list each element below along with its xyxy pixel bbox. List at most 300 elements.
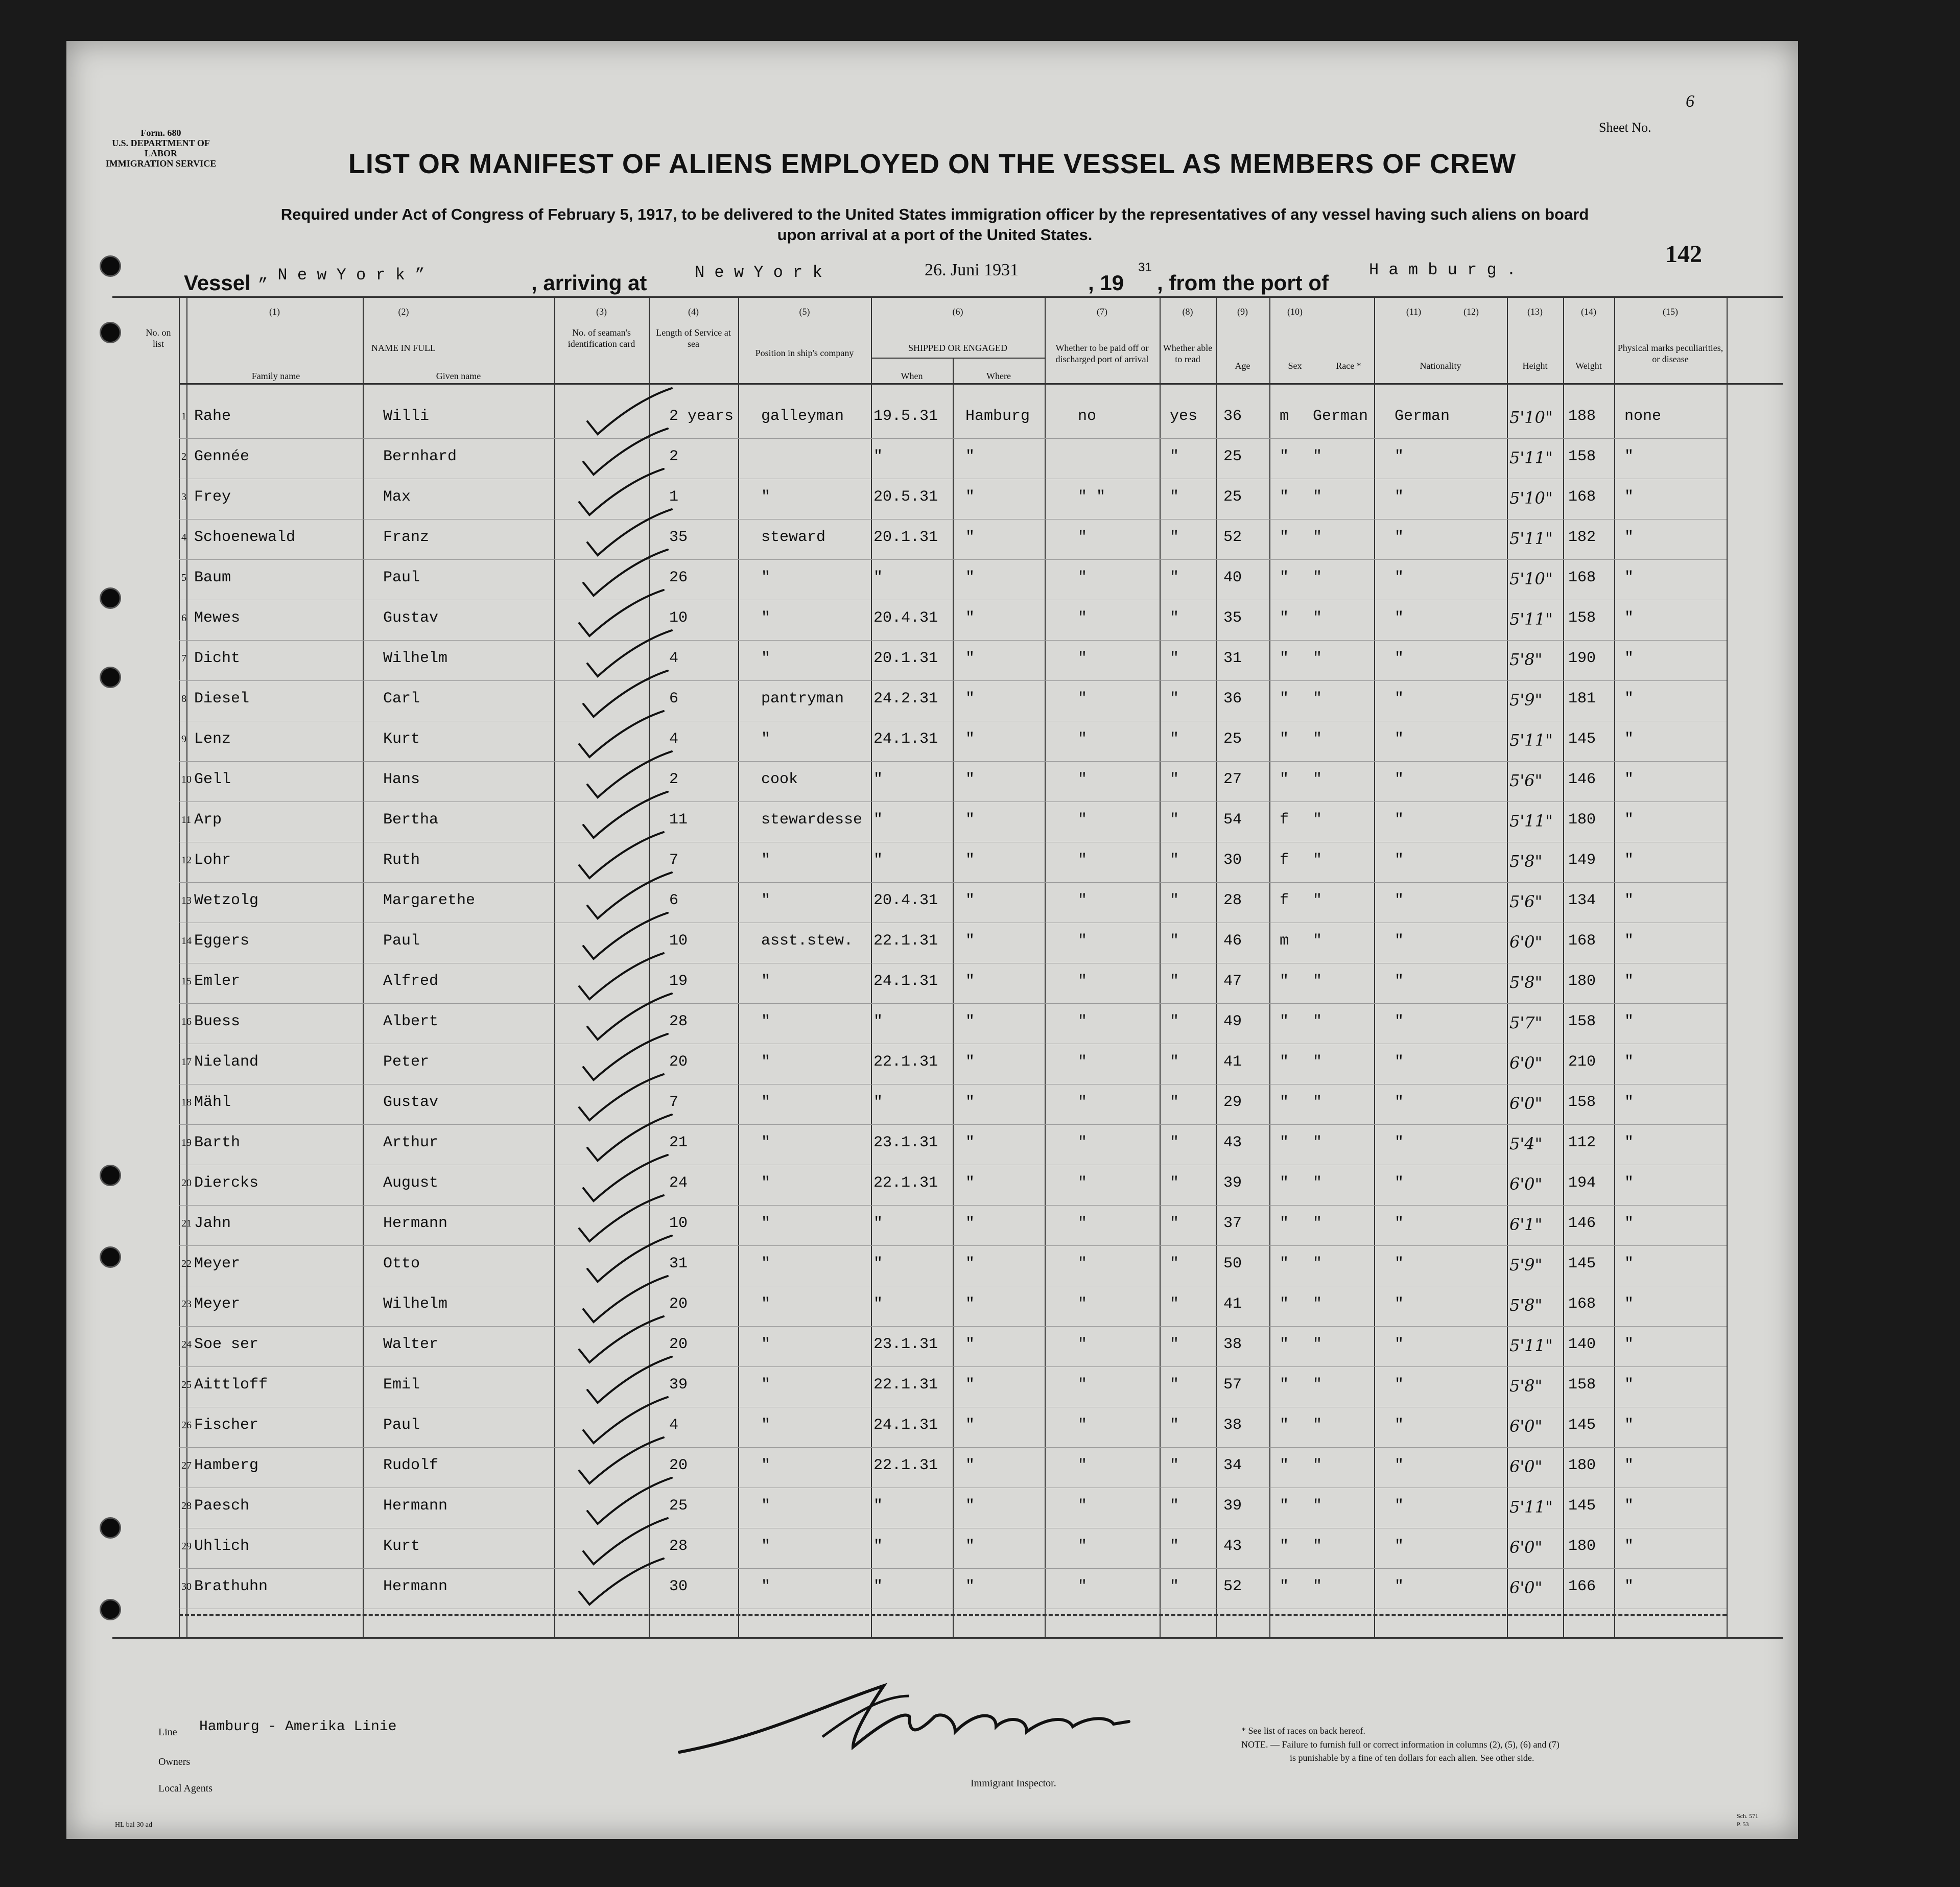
col-num-4: (4)	[688, 306, 699, 317]
table-row	[66, 1286, 1798, 1326]
cell-weight: 145	[1568, 1497, 1596, 1515]
cell-when: "	[873, 1295, 883, 1313]
cell-height: 5'10"	[1509, 408, 1553, 427]
cell-no: 22	[181, 1258, 192, 1269]
cell-age: 25	[1223, 730, 1242, 748]
cell-paid: "	[1078, 1538, 1088, 1555]
department-name: U.S. DEPARTMENT OF LABOR	[112, 138, 210, 158]
cell-sex: "	[1280, 1295, 1289, 1313]
cell-given: Walter	[383, 1336, 439, 1353]
manifest-sheet	[66, 41, 1798, 1839]
subheader-given-name: Given name	[436, 371, 481, 381]
checkmark-icon	[574, 1556, 671, 1612]
cell-sex: f	[1280, 811, 1289, 829]
col-num-14: (14)	[1581, 306, 1596, 317]
cell-position: "	[761, 1134, 771, 1151]
cell-where: "	[965, 1295, 975, 1313]
cell-given: Gustav	[383, 609, 439, 627]
cell-paid: "	[1078, 1134, 1088, 1151]
cell-nat: "	[1395, 448, 1404, 465]
line-value: Hamburg - Amerika Linie	[199, 1719, 397, 1735]
cell-marks: "	[1624, 488, 1634, 506]
cell-height: 5'11"	[1509, 448, 1553, 467]
stamp-number: 142	[1665, 241, 1702, 268]
cell-weight: 166	[1568, 1578, 1596, 1595]
cell-service: 21	[669, 1134, 688, 1151]
cell-nat: "	[1395, 1215, 1404, 1232]
cell-family: Wetzolg	[194, 892, 259, 909]
cell-read: "	[1170, 1215, 1179, 1232]
cell-where: "	[965, 529, 975, 546]
header-physical-marks: Physical marks peculiarities, or disease	[1617, 343, 1723, 364]
table-row	[66, 398, 1798, 438]
header-sex: Sex	[1288, 361, 1302, 371]
cell-height: 5'11"	[1509, 811, 1553, 831]
cell-position: "	[761, 569, 771, 586]
table-row	[66, 520, 1798, 559]
cell-position: "	[761, 1295, 771, 1313]
cell-no: 16	[181, 1016, 192, 1027]
cell-race: "	[1313, 609, 1323, 627]
cell-family: Soe ser	[194, 1336, 259, 1353]
cell-read: "	[1170, 609, 1179, 627]
cell-race: "	[1313, 852, 1323, 869]
cell-read: "	[1170, 690, 1179, 707]
cell-weight: 180	[1568, 811, 1596, 829]
cell-family: Schoenewald	[194, 529, 296, 546]
cell-sex: "	[1280, 1417, 1289, 1434]
year-label: , 19	[1088, 271, 1124, 295]
cell-nat: "	[1395, 1295, 1404, 1313]
cell-sex: "	[1280, 1215, 1289, 1232]
note-text-2: is punishable by a fine of ten dollars for each alien. See other side.	[1290, 1753, 1534, 1763]
cell-age: 41	[1223, 1295, 1242, 1313]
cell-age: 57	[1223, 1376, 1242, 1394]
cell-race: "	[1313, 1215, 1323, 1232]
cell-paid: "	[1078, 569, 1088, 586]
cell-marks: "	[1624, 650, 1634, 667]
cell-given: Peter	[383, 1053, 430, 1071]
cell-family: Arp	[194, 811, 222, 829]
col-num-7: (7)	[1097, 306, 1107, 317]
cell-when: "	[873, 1013, 883, 1030]
col-num-1: (1)	[269, 306, 280, 317]
cell-paid: "	[1078, 1457, 1088, 1474]
cell-read: "	[1170, 448, 1179, 465]
cell-given: Wilhelm	[383, 650, 448, 667]
cell-when: 24.1.31	[873, 1417, 938, 1434]
cell-sex: "	[1280, 1013, 1289, 1030]
cell-nat: "	[1395, 892, 1404, 909]
cell-family: Nieland	[194, 1053, 259, 1071]
cell-family: Frey	[194, 488, 231, 506]
cell-no: 10	[181, 774, 192, 785]
cell-nat: "	[1395, 852, 1404, 869]
cell-service: 19	[669, 973, 688, 990]
cell-paid: "	[1078, 650, 1088, 667]
cell-paid: "	[1078, 973, 1088, 990]
subheader-when: When	[901, 371, 923, 381]
cell-height: 6'0"	[1509, 1578, 1543, 1597]
cell-race: "	[1313, 1376, 1323, 1394]
page-code: P. 53	[1737, 1821, 1749, 1828]
cell-position: "	[761, 1457, 771, 1474]
cell-position: "	[761, 1255, 771, 1272]
header-paid-off: Whether to be paid off or discharged port of arrival	[1055, 343, 1149, 364]
cell-position: "	[761, 973, 771, 990]
cell-when: "	[873, 1578, 883, 1595]
cell-nat: "	[1395, 1013, 1404, 1030]
cell-paid: "	[1078, 1336, 1088, 1353]
from-port: H a m b u r g .	[1369, 261, 1517, 279]
cell-sex: "	[1280, 1538, 1289, 1555]
cell-paid: "	[1078, 1053, 1088, 1071]
cell-family: Lenz	[194, 730, 231, 748]
header-age: Age	[1235, 361, 1250, 371]
col-num-15: (15)	[1663, 306, 1678, 317]
cell-given: Paul	[383, 1417, 420, 1434]
cell-weight: 210	[1568, 1053, 1596, 1071]
cell-family: Meyer	[194, 1295, 241, 1313]
cell-where: "	[965, 932, 975, 950]
table-row	[66, 1407, 1798, 1447]
cell-family: Hamberg	[194, 1457, 259, 1474]
cell-age: 50	[1223, 1255, 1242, 1272]
cell-read: "	[1170, 1255, 1179, 1272]
cell-where: "	[965, 1417, 975, 1434]
cell-height: 6'0"	[1509, 1538, 1543, 1557]
cell-where: "	[965, 1497, 975, 1515]
table-row	[66, 600, 1798, 640]
cell-service: 10	[669, 932, 688, 950]
cell-read: "	[1170, 932, 1179, 950]
cell-family: Jahn	[194, 1215, 231, 1232]
cell-read: "	[1170, 852, 1179, 869]
cell-read: "	[1170, 1457, 1179, 1474]
cell-given: Kurt	[383, 730, 420, 748]
cell-height: 5'10"	[1509, 488, 1553, 508]
cell-height: 6'0"	[1509, 1457, 1543, 1476]
table-row	[66, 721, 1798, 761]
from-port-label: , from the port of	[1157, 271, 1329, 295]
cell-age: 31	[1223, 650, 1242, 667]
cell-position: galleyman	[761, 408, 844, 425]
inspector-label: Immigrant Inspector.	[971, 1778, 1056, 1789]
table-row	[66, 762, 1798, 801]
local-agents-label: Local Agents	[158, 1783, 213, 1794]
cell-position: "	[761, 1497, 771, 1515]
cell-paid: "	[1078, 690, 1088, 707]
cell-where: Hamburg	[965, 408, 1030, 425]
cell-service: 35	[669, 529, 688, 546]
cell-age: 27	[1223, 771, 1242, 788]
cell-position: cook	[761, 771, 798, 788]
cell-paid: "	[1078, 529, 1088, 546]
cell-read: "	[1170, 892, 1179, 909]
header-able-to-read: Whether able to read	[1163, 343, 1213, 364]
cell-where: "	[965, 448, 975, 465]
table-row	[66, 1448, 1798, 1488]
table-row	[66, 1327, 1798, 1366]
cell-position: "	[761, 609, 771, 627]
subheader-family-name: Family name	[251, 371, 300, 381]
col-num-9: (9)	[1237, 306, 1248, 317]
cell-no: 23	[181, 1299, 192, 1310]
cell-marks: "	[1624, 1538, 1634, 1555]
service-name: IMMIGRATION SERVICE	[105, 158, 217, 169]
cell-given: Hermann	[383, 1578, 448, 1595]
cell-family: Gennée	[194, 448, 250, 465]
cell-nat: "	[1395, 771, 1404, 788]
header-length-service: Length of Service at sea	[656, 327, 731, 349]
cell-position: "	[761, 1013, 771, 1030]
cell-marks: "	[1624, 569, 1634, 586]
cell-when: 24.1.31	[873, 973, 938, 990]
cell-when: 23.1.31	[873, 1336, 938, 1353]
header-shipped-engaged: SHIPPED OR ENGAGED	[908, 343, 1007, 353]
arriving-port: N e w Y o r k	[695, 263, 822, 282]
cell-weight: 146	[1568, 1215, 1596, 1232]
sheet-number-value: 6	[1686, 92, 1694, 111]
cell-when: "	[873, 1094, 883, 1111]
cell-when: 19.5.31	[873, 408, 938, 425]
cell-where: "	[965, 1094, 975, 1111]
cell-race: German	[1313, 408, 1368, 425]
cell-nat: "	[1395, 609, 1404, 627]
cell-age: 49	[1223, 1013, 1242, 1030]
cell-marks: "	[1624, 1336, 1634, 1353]
cell-sex: "	[1280, 1336, 1289, 1353]
cell-age: 52	[1223, 1578, 1242, 1595]
cell-weight: 182	[1568, 529, 1596, 546]
cell-read: "	[1170, 1497, 1179, 1515]
cell-service: 20	[669, 1053, 688, 1071]
sheet-number-label: Sheet No.	[1599, 120, 1651, 135]
cell-family: Emler	[194, 973, 241, 990]
cell-paid: "	[1078, 1295, 1088, 1313]
cell-nat: "	[1395, 1255, 1404, 1272]
cell-service: 7	[669, 1094, 679, 1111]
cell-weight: 158	[1568, 609, 1596, 627]
cell-nat: "	[1395, 529, 1404, 546]
cell-read: "	[1170, 1053, 1179, 1071]
table-row	[66, 1165, 1798, 1205]
cell-race: "	[1313, 529, 1323, 546]
cell-marks: "	[1624, 771, 1634, 788]
cell-family: Fischer	[194, 1417, 259, 1434]
cell-paid: "	[1078, 1417, 1088, 1434]
cell-sex: "	[1280, 771, 1289, 788]
cell-race: "	[1313, 1538, 1323, 1555]
cell-position: "	[761, 1094, 771, 1111]
header-name-in-full: NAME IN FULL	[371, 343, 436, 353]
cell-position: "	[761, 1376, 771, 1394]
cell-family: Uhlich	[194, 1538, 250, 1555]
cell-no: 29	[181, 1541, 192, 1552]
cell-given: Bernhard	[383, 448, 457, 465]
table-row	[66, 439, 1798, 479]
cell-when: "	[873, 448, 883, 465]
cell-no: 15	[181, 976, 192, 987]
cell-marks: "	[1624, 730, 1634, 748]
cell-given: Emil	[383, 1376, 420, 1394]
cell-where: "	[965, 1215, 975, 1232]
arrival-date: 26. Juni 1931	[925, 261, 1019, 279]
cell-no: 30	[181, 1581, 192, 1592]
cell-paid: "	[1078, 932, 1088, 950]
cell-height: 6'0"	[1509, 932, 1543, 952]
cell-marks: "	[1624, 973, 1634, 990]
table-row	[66, 1044, 1798, 1084]
cell-family: Rahe	[194, 408, 231, 425]
cell-weight: 158	[1568, 1376, 1596, 1394]
cell-sex: "	[1280, 1053, 1289, 1071]
cell-race: "	[1313, 1255, 1323, 1272]
cell-where: "	[965, 852, 975, 869]
cell-given: Ruth	[383, 852, 420, 869]
header-weight: Weight	[1575, 361, 1602, 371]
cell-service: 4	[669, 730, 679, 748]
cell-position: "	[761, 488, 771, 506]
header-nationality: Nationality	[1420, 361, 1461, 371]
cell-when: 20.4.31	[873, 609, 938, 627]
cell-height: 5'8"	[1509, 1295, 1543, 1315]
cell-when: 20.4.31	[873, 892, 938, 909]
cell-when: 20.1.31	[873, 529, 938, 546]
cell-where: "	[965, 488, 975, 506]
cell-nat: "	[1395, 569, 1404, 586]
subheader-where: Where	[986, 371, 1011, 381]
cell-no: 13	[181, 895, 192, 906]
cell-age: 25	[1223, 448, 1242, 465]
cell-read: yes	[1170, 408, 1198, 425]
cell-position: "	[761, 1215, 771, 1232]
cell-height: 5'11"	[1509, 1497, 1553, 1517]
table-row	[66, 479, 1798, 519]
cell-service: 11	[669, 811, 688, 829]
cell-height: 5'9"	[1509, 690, 1543, 710]
cell-sex: "	[1280, 448, 1289, 465]
cell-given: Hermann	[383, 1215, 448, 1232]
cell-race: "	[1313, 1457, 1323, 1474]
cell-age: 30	[1223, 852, 1242, 869]
cell-read: "	[1170, 1417, 1179, 1434]
cell-given: Bertha	[383, 811, 439, 829]
cell-where: "	[965, 1013, 975, 1030]
subtitle-line-1: Required under Act of Congress of February 5, 1917, to be delivered to the United States immigration officer by the representatives of any vessel having such aliens on board	[280, 205, 1589, 223]
cell-no: 3	[181, 491, 186, 503]
cell-no: 27	[181, 1460, 192, 1471]
cell-marks: none	[1624, 408, 1662, 425]
cell-given: Carl	[383, 690, 420, 707]
cell-paid: "	[1078, 1215, 1088, 1232]
cell-where: "	[965, 1457, 975, 1474]
header-height: Height	[1522, 361, 1548, 371]
cell-position: "	[761, 1417, 771, 1434]
cell-position: asst.stew.	[761, 932, 854, 950]
cell-sex: f	[1280, 852, 1289, 869]
table-row	[66, 802, 1798, 842]
cell-when: "	[873, 811, 883, 829]
cell-where: "	[965, 1376, 975, 1394]
cell-nat: "	[1395, 690, 1404, 707]
cell-no: 1	[181, 411, 186, 422]
cell-height: 5'9"	[1509, 1255, 1543, 1275]
cell-position: "	[761, 1538, 771, 1555]
cell-age: 37	[1223, 1215, 1242, 1232]
cell-paid: "	[1078, 852, 1088, 869]
cell-marks: "	[1624, 811, 1634, 829]
cell-no: 6	[181, 612, 186, 624]
cell-weight: 168	[1568, 569, 1596, 586]
cell-marks: "	[1624, 1134, 1634, 1151]
cell-nat: "	[1395, 932, 1404, 950]
cell-where: "	[965, 1336, 975, 1353]
cell-sex: "	[1280, 1255, 1289, 1272]
cell-when: 24.1.31	[873, 730, 938, 748]
table-row	[66, 1528, 1798, 1568]
cell-where: "	[965, 730, 975, 748]
cell-given: Kurt	[383, 1538, 420, 1555]
cell-marks: "	[1624, 1174, 1634, 1192]
cell-family: Mewes	[194, 609, 241, 627]
cell-age: 47	[1223, 973, 1242, 990]
subtitle-line-2: upon arrival at a port of the United States.	[777, 226, 1093, 244]
cell-age: 39	[1223, 1497, 1242, 1515]
cell-when: 23.1.31	[873, 1134, 938, 1151]
table-row	[66, 1084, 1798, 1124]
cell-age: 41	[1223, 1053, 1242, 1071]
cell-height: 5'11"	[1509, 609, 1553, 629]
cell-sex: "	[1280, 690, 1289, 707]
cell-paid: "	[1078, 892, 1088, 909]
cell-given: Max	[383, 488, 411, 506]
cell-nat: "	[1395, 1578, 1404, 1595]
cell-no: 12	[181, 855, 192, 866]
end-dash-rule	[179, 1614, 1727, 1616]
cell-weight: 112	[1568, 1134, 1596, 1151]
cell-position: "	[761, 730, 771, 748]
cell-where: "	[965, 1174, 975, 1192]
cell-nat: German	[1395, 408, 1450, 425]
cell-no: 28	[181, 1500, 192, 1512]
col-num-13: (13)	[1527, 306, 1543, 317]
cell-race: "	[1313, 488, 1323, 506]
cell-when: "	[873, 1255, 883, 1272]
cell-paid: "	[1078, 730, 1088, 748]
header-position: Position in ship's company	[755, 348, 854, 358]
cell-given: Franz	[383, 529, 430, 546]
cell-where: "	[965, 1053, 975, 1071]
cell-nat: "	[1395, 1538, 1404, 1555]
table-row	[66, 1367, 1798, 1407]
cell-race: "	[1313, 690, 1323, 707]
cell-sex: m	[1280, 932, 1289, 950]
cell-marks: "	[1624, 1376, 1634, 1394]
cell-weight: 181	[1568, 690, 1596, 707]
table-row	[66, 1569, 1798, 1609]
cell-when: 20.1.31	[873, 650, 938, 667]
cell-sex: "	[1280, 973, 1289, 990]
cell-age: 54	[1223, 811, 1242, 829]
cell-given: Otto	[383, 1255, 420, 1272]
cell-position: pantryman	[761, 690, 844, 707]
cell-race: "	[1313, 650, 1323, 667]
cell-where: "	[965, 771, 975, 788]
cell-position: "	[761, 852, 771, 869]
cell-read: "	[1170, 1336, 1179, 1353]
cell-paid: "	[1078, 1013, 1088, 1030]
